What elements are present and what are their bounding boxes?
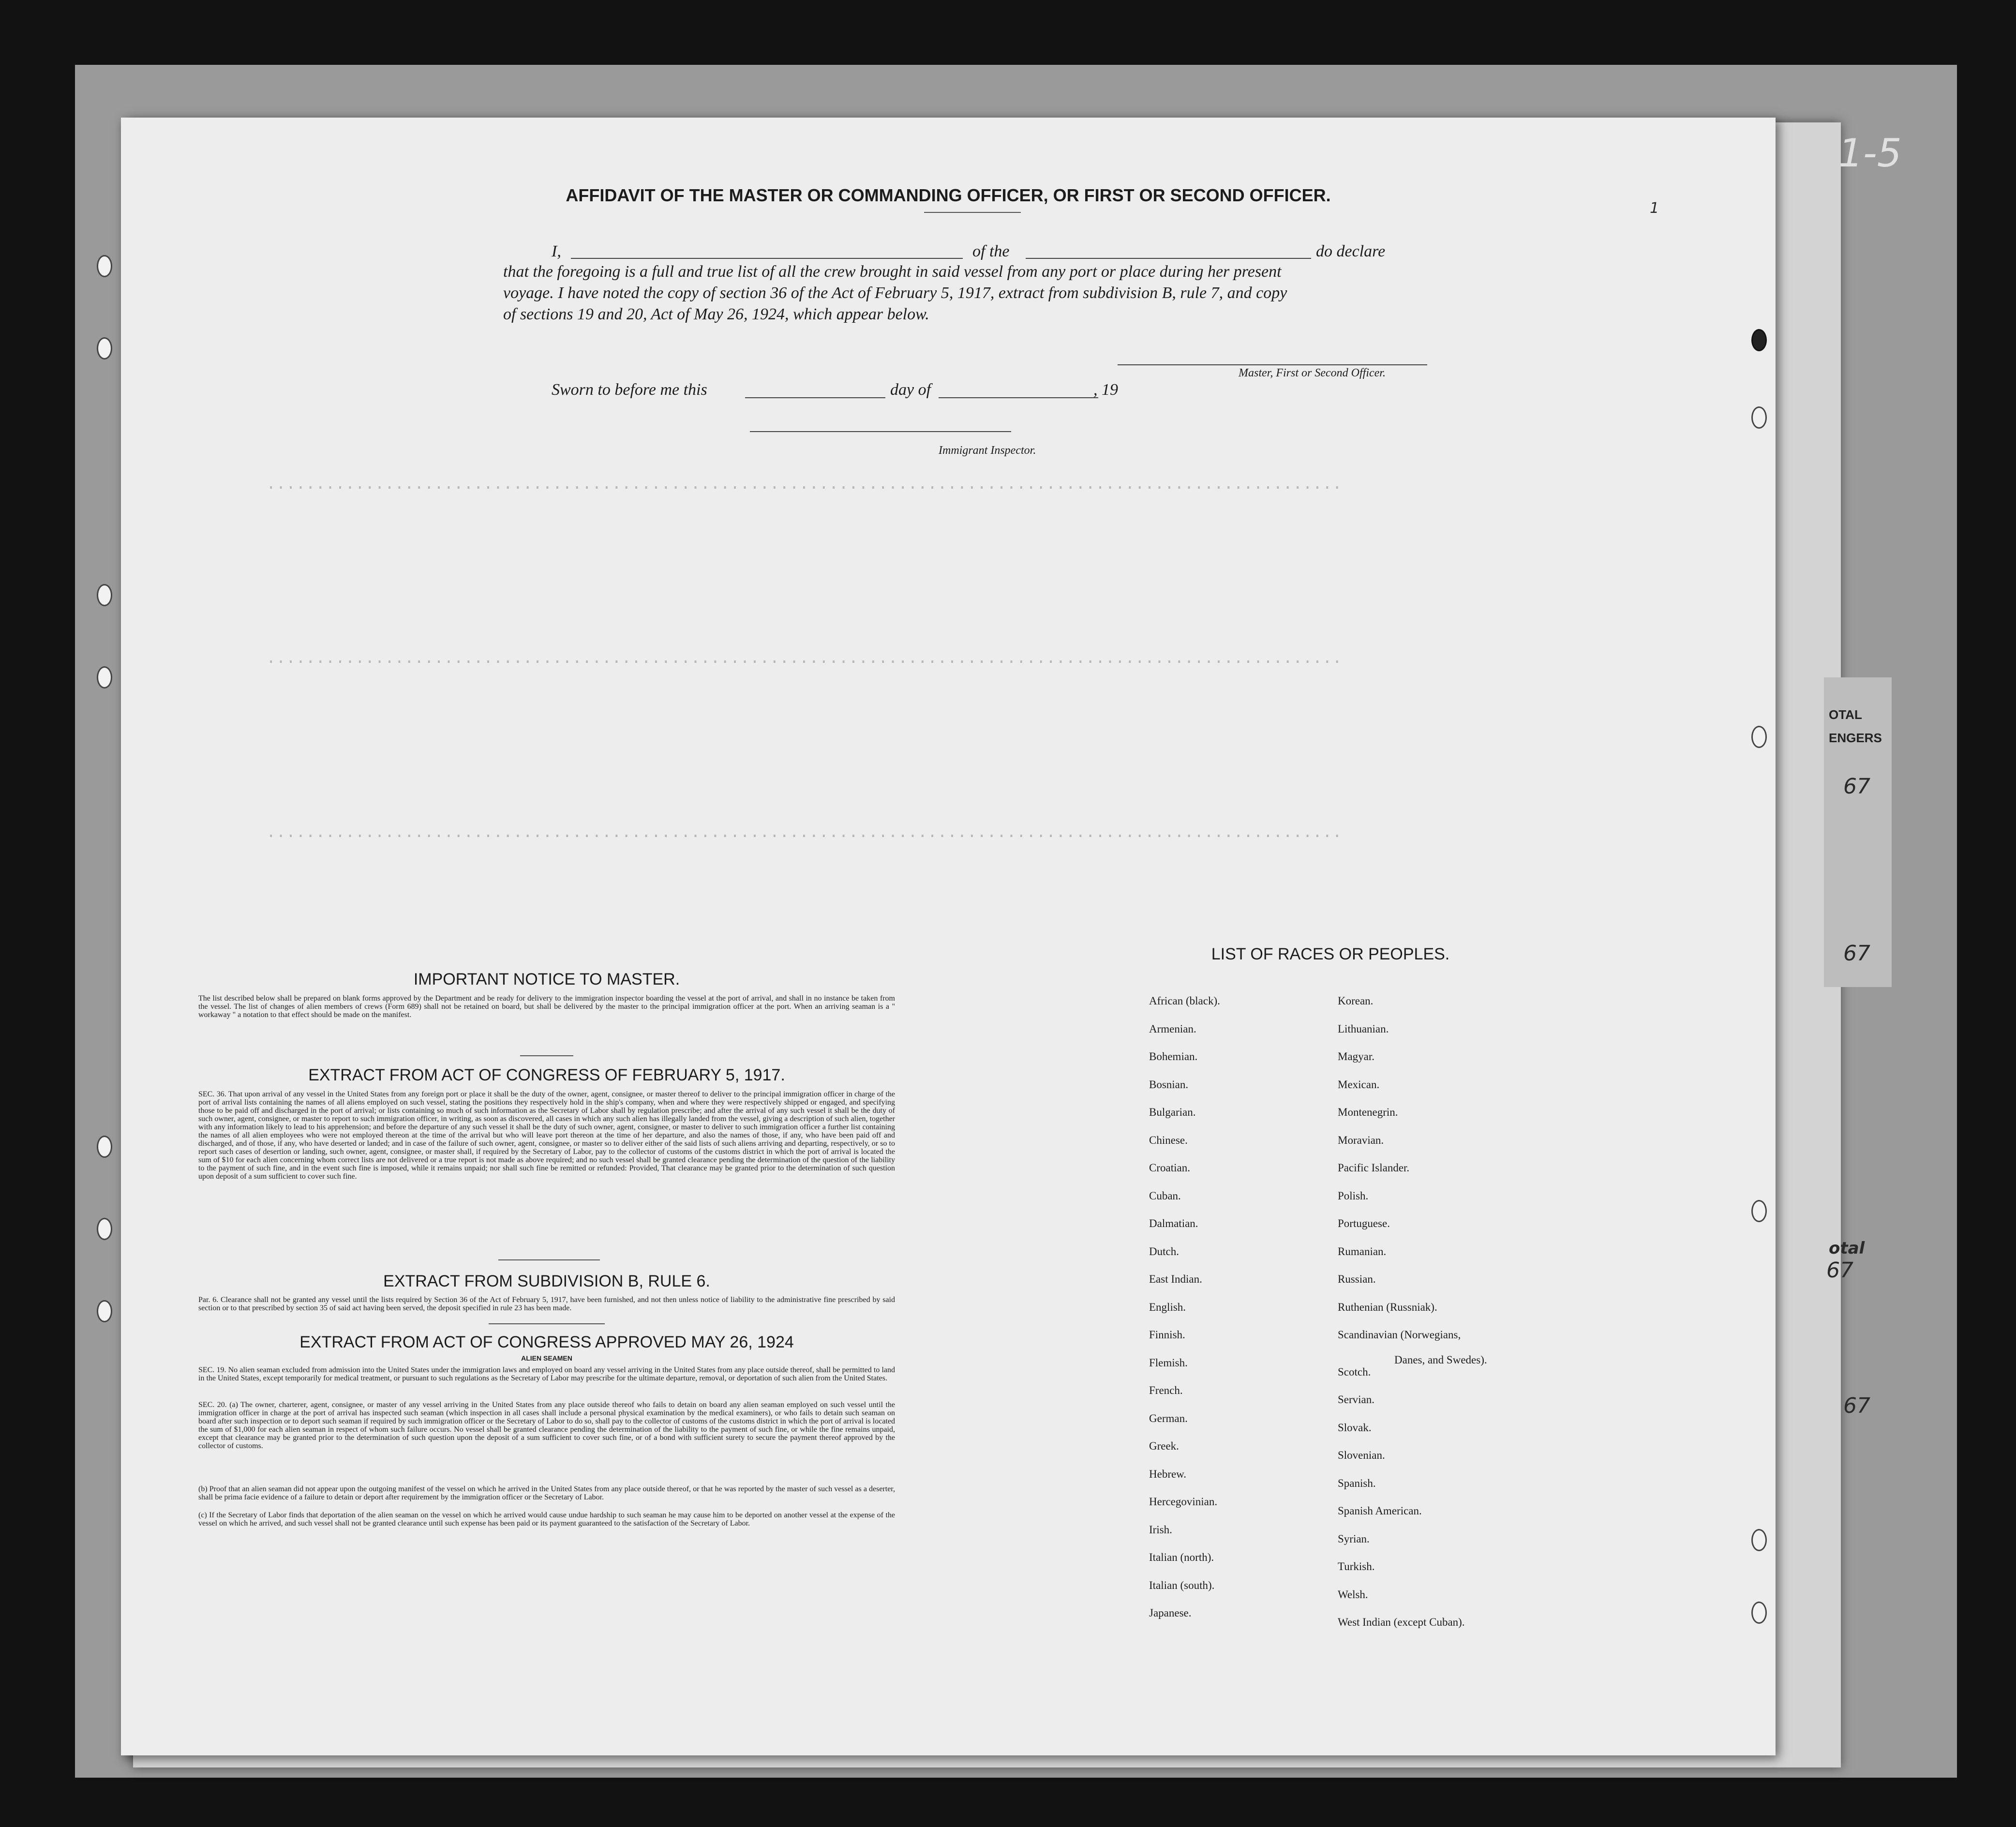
race-item: Bosnian. <box>1149 1078 1189 1091</box>
bleed-through-row: ............................................................................................................. <box>266 650 1342 668</box>
binder-hole <box>1751 1602 1767 1624</box>
day-of-label: day of <box>890 381 931 399</box>
race-item: Polish. <box>1338 1189 1369 1202</box>
race-item: Hercegovinian. <box>1149 1496 1218 1508</box>
year-label: , 19 <box>1093 381 1118 399</box>
divider <box>520 1055 573 1056</box>
i-label: I, <box>552 242 561 260</box>
race-item: Rumanian. <box>1338 1245 1387 1258</box>
extract-1917-title: EXTRACT FROM ACT OF CONGRESS OF FEBRUARY 5, 1917. <box>308 1066 785 1084</box>
race-item: Ruthenian (Russniak). <box>1338 1301 1437 1313</box>
race-item: Scotch. <box>1338 1365 1371 1378</box>
binder-hole <box>97 1300 112 1322</box>
extract-1917-text: SEC. 36. That upon arrival of any vessel in the United States from any foreign port or place it shall be the duty of the owner, agent, consignee, or master thereof to deliver to the principal immigration officer in charge of the port of arrival lists containing the names of all aliens employed on such vessel, stating the positions they respectively hold in the ship's company, when and where they were respectively shipped or engaged, and specifying those to be paid off and discharged in the port of arrival; or lists containing so much of such information as the Secretary of Labor shall by regulation prescribe; and after the arrival of any such vessel it shall be the duty of such owner, agent, consignee, or master to report to such immigration officer, in writing, as soon as discovered, all cases in which any such alien has illegally landed from the vessel, giving a description of such alien, together with any information likely to lead to his apprehension; and before the departure of any such vessel it shall be the duty of such owner, agent, consignee, or master to deliver to such immigration officer a further list containing the names of all alien employees who were not employed thereon at the time of the arrival but who will leave port thereon at the time of her departure, and also the names of those, if any, who have been paid off and discharged, and of those, if any, who have deserted or landed; and in case of the failure of such owner, agent, consignee, or master so to deliver either of the said lists of such aliens arriving and departing, respectively, or so to report such cases of desertion or landing, such owner, agent, consignee, or master shall, if required by the Secretary of Labor, pay to the collector of customs of the customs district in which the port of arrival is located the sum of $10 for each alien concerning whom correct lists are not delivered or a true report is not made as above required; and no such vessel shall be granted clearance pending the determination of the question of the liability to the payment of such fine, and in the event such fine is imposed, while it remains unpaid; nor shall such fine be remitted or refunded: Provided, That clearance may be granted prior to the determination of such question upon deposit of a sum sufficient to cover such fine. <box>198 1090 895 1181</box>
race-item: Flemish. <box>1149 1356 1188 1369</box>
race-item: Cuban. <box>1149 1189 1181 1202</box>
race-item: Magyar. <box>1338 1050 1375 1063</box>
race-item: Spanish American. <box>1338 1505 1422 1517</box>
race-item: Montenegrin. <box>1338 1106 1398 1118</box>
tally-67-c: 67 <box>1826 1258 1853 1283</box>
tally-67-b: 67 <box>1843 941 1870 966</box>
race-item: Irish. <box>1149 1523 1172 1536</box>
corner-annotation: 1-5 <box>1838 131 1902 176</box>
binder-hole <box>97 1218 112 1240</box>
race-item: Greek. <box>1149 1440 1179 1452</box>
master-signature-field[interactable] <box>1118 364 1427 365</box>
affidavit-title: AFFIDAVIT OF THE MASTER OR COMMANDING OFFICER, OR FIRST OR SECOND OFFICER. <box>566 185 1331 205</box>
inspector-label: Immigrant Inspector. <box>939 444 1036 457</box>
binder-hole <box>97 666 112 689</box>
sworn-month-field[interactable] <box>939 397 1098 398</box>
master-name-field[interactable] <box>571 258 963 259</box>
race-item: Hebrew. <box>1149 1468 1187 1480</box>
race-item: Italian (south). <box>1149 1579 1215 1591</box>
race-item: African (black). <box>1149 995 1220 1007</box>
bleed-through-row: ............................................................................................................. <box>266 476 1342 494</box>
race-item: Dutch. <box>1149 1245 1179 1258</box>
binder-hole <box>1751 406 1767 429</box>
race-item: West Indian (except Cuban). <box>1338 1616 1465 1628</box>
extract-1924-sec20b: (b) Proof that an alien seaman did not appear upon the outgoing manifest of the vessel on which he arrived in the United States from any place outside thereof, or that he was reported by the master of such vessel as a deserter, shall be prima facie evidence of a failure to detain or deport after requirement by the immigration officer or the Secretary of Labor. <box>198 1485 895 1501</box>
race-item: Slovenian. <box>1338 1449 1385 1461</box>
extract-1924-sec19: SEC. 19. No alien seaman excluded from admission into the United States under the immigration laws and employed on board any vessel arriving in the United States from any place outside thereof, shall be permitted to land in the United States, except temporarily for medical treatment, or pursuant to such regulations as the Secretary of Labor may prescribe for the ultimate departure, removal, or deportation of such alien from the United States. <box>198 1366 895 1382</box>
sworn-day-field[interactable] <box>745 397 885 398</box>
tab-passengers-label: ENGERS <box>1829 731 1882 745</box>
extract-1924-sec20a: SEC. 20. (a) The owner, charterer, agent, consignee, or master of any vessel arriving in the United States from any place outside thereof who fails to detain on board any alien seaman employed on such vessel until the immigration officer in charge at the port of arrival has inspected such seaman (which inspection in all cases shall include a personal physical examination by the medical examiners), or who fails to detain such seaman on board after such inspection or to deport such seaman if required by such immigration officer or the Secretary of Labor to do so, shall pay to the collector of customs of the customs district in which the port of arrival is located the sum of $1,000 for each alien seaman in respect of whom such failure occurs. No vessel shall be granted clearance pending the determination of the liability to the payment of such fine, or while the fine remains unpaid, except that clearance may be granted prior to the determination of such question upon the deposit of a sum sufficient to cover such fine, or of a bond with sufficient surety to secure the payment thereof approved by the collector of customs. <box>198 1401 895 1450</box>
race-item: Italian (north). <box>1149 1551 1214 1563</box>
extract-1924-subtitle: ALIEN SEAMEN <box>521 1354 572 1362</box>
race-item: Croatian. <box>1149 1162 1190 1174</box>
side-tab <box>1824 677 1892 987</box>
extract-1924-sec20c: (c) If the Secretary of Labor finds that deportation of the alien seaman on the vessel on which he arrived would cause undue hardship to such seaman he may cause him to be deported on another vessel at the expense of the vessel on which he arrived, and such vessel shall not be granted clearance until such expense has been paid or its payment guaranteed to the satisfaction of the Secretary of Labor. <box>198 1511 895 1527</box>
master-signature-label: Master, First or Second Officer. <box>1239 367 1386 379</box>
race-item: German. <box>1149 1412 1188 1424</box>
race-scandinavian-cont: Danes, and Swedes). <box>1394 1354 1487 1366</box>
race-item: Welsh. <box>1338 1588 1368 1601</box>
race-item: Lithuanian. <box>1338 1022 1389 1035</box>
notice-title: IMPORTANT NOTICE TO MASTER. <box>413 970 680 988</box>
subdivision-title: EXTRACT FROM SUBDIVISION B, RULE 6. <box>383 1272 710 1290</box>
race-item: Syrian. <box>1338 1532 1370 1545</box>
binder-hole <box>97 255 112 277</box>
divider <box>498 1259 600 1260</box>
race-item: Servian. <box>1338 1393 1375 1406</box>
divider <box>489 1323 605 1324</box>
affidavit-body-line3: of sections 19 and 20, Act of May 26, 1924, which appear below. <box>503 305 929 323</box>
race-item: East Indian. <box>1149 1273 1202 1285</box>
race-item: Turkish. <box>1338 1560 1375 1572</box>
tally-67-a: 67 <box>1843 774 1870 799</box>
race-item: Finnish. <box>1149 1329 1185 1341</box>
extract-1924-title: EXTRACT FROM ACT OF CONGRESS APPROVED MAY 26, 1924 <box>299 1333 794 1351</box>
notice-text: The list described below shall be prepared on blank forms approved by the Department and be ready for delivery to the immigration inspector boarding the vessel at the port of arrival, and shall in no instance be taken from the vessel. The list of changes of alien members of crews (Form 689) shall not be retained on board, but shall be delivered by the master to the principal immigration officer at the port. When an arriving seaman is a " workaway " a notation to that effect should be made on the manifest. <box>198 994 895 1019</box>
race-item: French. <box>1149 1384 1183 1396</box>
inspector-signature-field[interactable] <box>750 431 1011 432</box>
affidavit-body-line2: voyage. I have noted the copy of section 36 of the Act of February 5, 1917, extract from subdivision B, rule 7, and copy <box>503 284 1287 302</box>
race-item: Armenian. <box>1149 1022 1196 1035</box>
total-label-right: otal <box>1829 1239 1865 1258</box>
bleed-through-row: ............................................................................................................. <box>266 824 1342 842</box>
race-item: Scandinavian (Norwegians, <box>1338 1329 1461 1341</box>
race-item: Pacific Islander. <box>1338 1162 1410 1174</box>
title-underline <box>924 212 1021 213</box>
race-item: Portuguese. <box>1338 1217 1390 1229</box>
binder-hole <box>97 337 112 359</box>
race-item: Bulgarian. <box>1149 1106 1196 1118</box>
binder-hole <box>1751 726 1767 748</box>
binder-hole <box>1751 1529 1767 1551</box>
race-item: Korean. <box>1338 995 1374 1007</box>
race-item: Japanese. <box>1149 1607 1192 1619</box>
vessel-name-field[interactable] <box>1026 258 1311 259</box>
race-item: Chinese. <box>1149 1134 1188 1146</box>
affidavit-body-line1: that the foregoing is a full and true list of all the crew brought in said vessel from any port or place during her present <box>503 263 1282 281</box>
race-item: Russian. <box>1338 1273 1376 1285</box>
do-declare-label: do declare <box>1316 242 1386 260</box>
binder-hole <box>1751 1200 1767 1222</box>
page-mark: 1 <box>1650 200 1659 217</box>
subdivision-text: Par. 6. Clearance shall not be granted any vessel until the lists required by Section 36 of the Act of February 5, 1917, have been furnished, and not then unless notice of liability to the administrative fine prescribed by said section or to that prescribed by section 35 of said act having been served, the deposit specified in rule 23 has been made. <box>198 1296 895 1312</box>
race-item: Bohemian. <box>1149 1050 1198 1063</box>
race-item: Dalmatian. <box>1149 1217 1198 1229</box>
of-the-label: of the <box>972 242 1010 260</box>
race-item: Moravian. <box>1338 1134 1384 1146</box>
binder-hole <box>1751 329 1767 351</box>
race-item: Mexican. <box>1338 1078 1380 1091</box>
sworn-label: Sworn to before me this <box>552 381 707 399</box>
race-item: Slovak. <box>1338 1421 1372 1434</box>
tab-total-label: OTAL <box>1829 707 1862 722</box>
tally-67-d: 67 <box>1843 1393 1870 1418</box>
binder-hole <box>97 1136 112 1158</box>
race-item: English. <box>1149 1301 1186 1313</box>
affidavit-page <box>121 118 1776 1755</box>
binder-hole <box>97 584 112 606</box>
races-title: LIST OF RACES OR PEOPLES. <box>1211 945 1450 963</box>
race-item: Spanish. <box>1338 1477 1376 1489</box>
